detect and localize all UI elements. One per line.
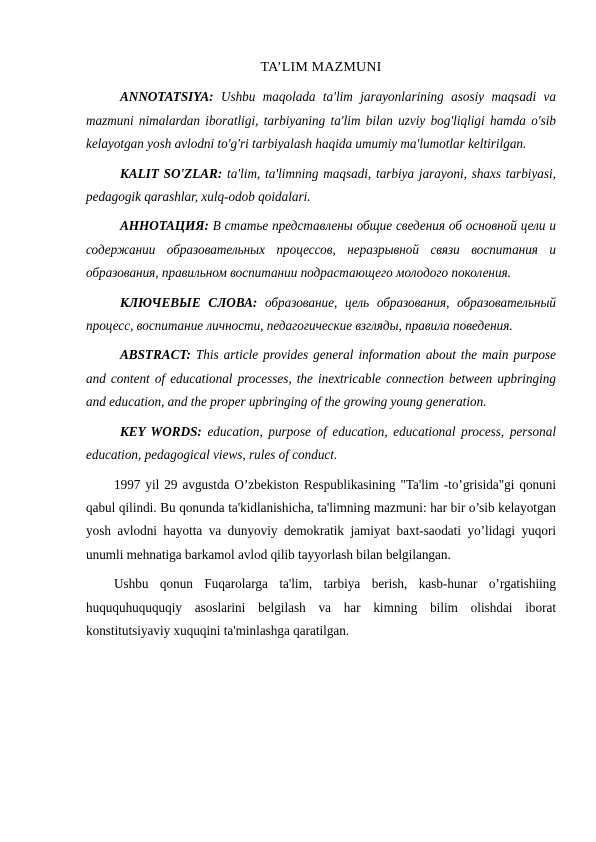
uz-annotation-text: Ushbu maqolada ta'lim jarayonlarining asosiy maqsadi va mazmuni nimalardan iboratligi, tarbiyaning ta'lim bilan uzviy bog'liqligi hamda o'sib kelayotgan yosh avlodni to'g'ri tarbiyalash haqida umumiy ma'lumotlar keltirilgan.	[86, 89, 557, 152]
en-keywords-label: KEY WORDS:	[120, 423, 202, 439]
uz-annotation-label: ANNOTATSIYA:	[120, 89, 214, 105]
en-abstract	[86, 343, 556, 413]
body-paragraph-2: Ushbu qonun Fuqarolarga ta'lim, tarbiya berish, kasb-hunar o’rgatishiing huququhuququqiy asoslarini belgilash va har kimning bilim olishdai iborat konstitutsiyaviy xuquqini ta'minlashga qaratilgan.	[86, 576, 556, 638]
uz-keywords-text: ta'lim, ta'limning maqsadi, tarbiya jarayoni, shaxs tarbiyasi, pedagogik qarashlar, xulq-odob qoidalari.	[86, 165, 556, 205]
en-keywords-text: education, purpose of education, educational process, personal education, pedagogical views, rules of conduct.	[86, 423, 556, 463]
ru-keywords	[86, 291, 556, 338]
document-page	[86, 56, 556, 648]
uz-annotation	[86, 85, 556, 155]
uz-keywords	[86, 162, 556, 209]
ru-keywords-text: образование, цель образования, образовательный процесс, воспитание личности, педагогические взгляды, правила поведения.	[86, 294, 557, 334]
document-title: TA’LIM MAZMUNI	[260, 60, 382, 75]
en-keywords	[86, 420, 556, 467]
ru-annotation-text: В статье представлены общие сведения об основной цели и содержании образовательных процессов, неразрывной связи воспитания и образования, правильном воспитании подрастающего молодого поколения.	[86, 218, 556, 281]
en-abstract-label: ABSTRACT:	[120, 347, 191, 363]
ru-keywords-label: КЛЮЧЕВЫЕ СЛОВА:	[120, 294, 258, 310]
uz-keywords-label: KALIT SO'ZLAR:	[120, 165, 223, 181]
body-paragraph-1: 1997 yil 29 avgustda O’zbekiston Respublikasining "Ta'lim -to’grisida"gi qonuni qabul qilindi. Bu qonunda ta'kidlanishicha, ta'limning mazmuni: har bir o’sib kelayotgan yosh avlodni hayotta va dunyoviy demokratik jamiyat baxt-saodati yo’lidagi yuqori unumli mehnatiga barkamol avlod qilib tayyorlash bilan belgilangan.	[86, 476, 556, 562]
ru-annotation-label: АННОТАЦИЯ:	[120, 218, 209, 234]
ru-annotation	[86, 214, 556, 284]
en-abstract-text: This article provides general information about the main purpose and content of educational processes, the inextricable connection between upbringing and education, and the proper upbringing of the growing young generation.	[86, 347, 557, 410]
